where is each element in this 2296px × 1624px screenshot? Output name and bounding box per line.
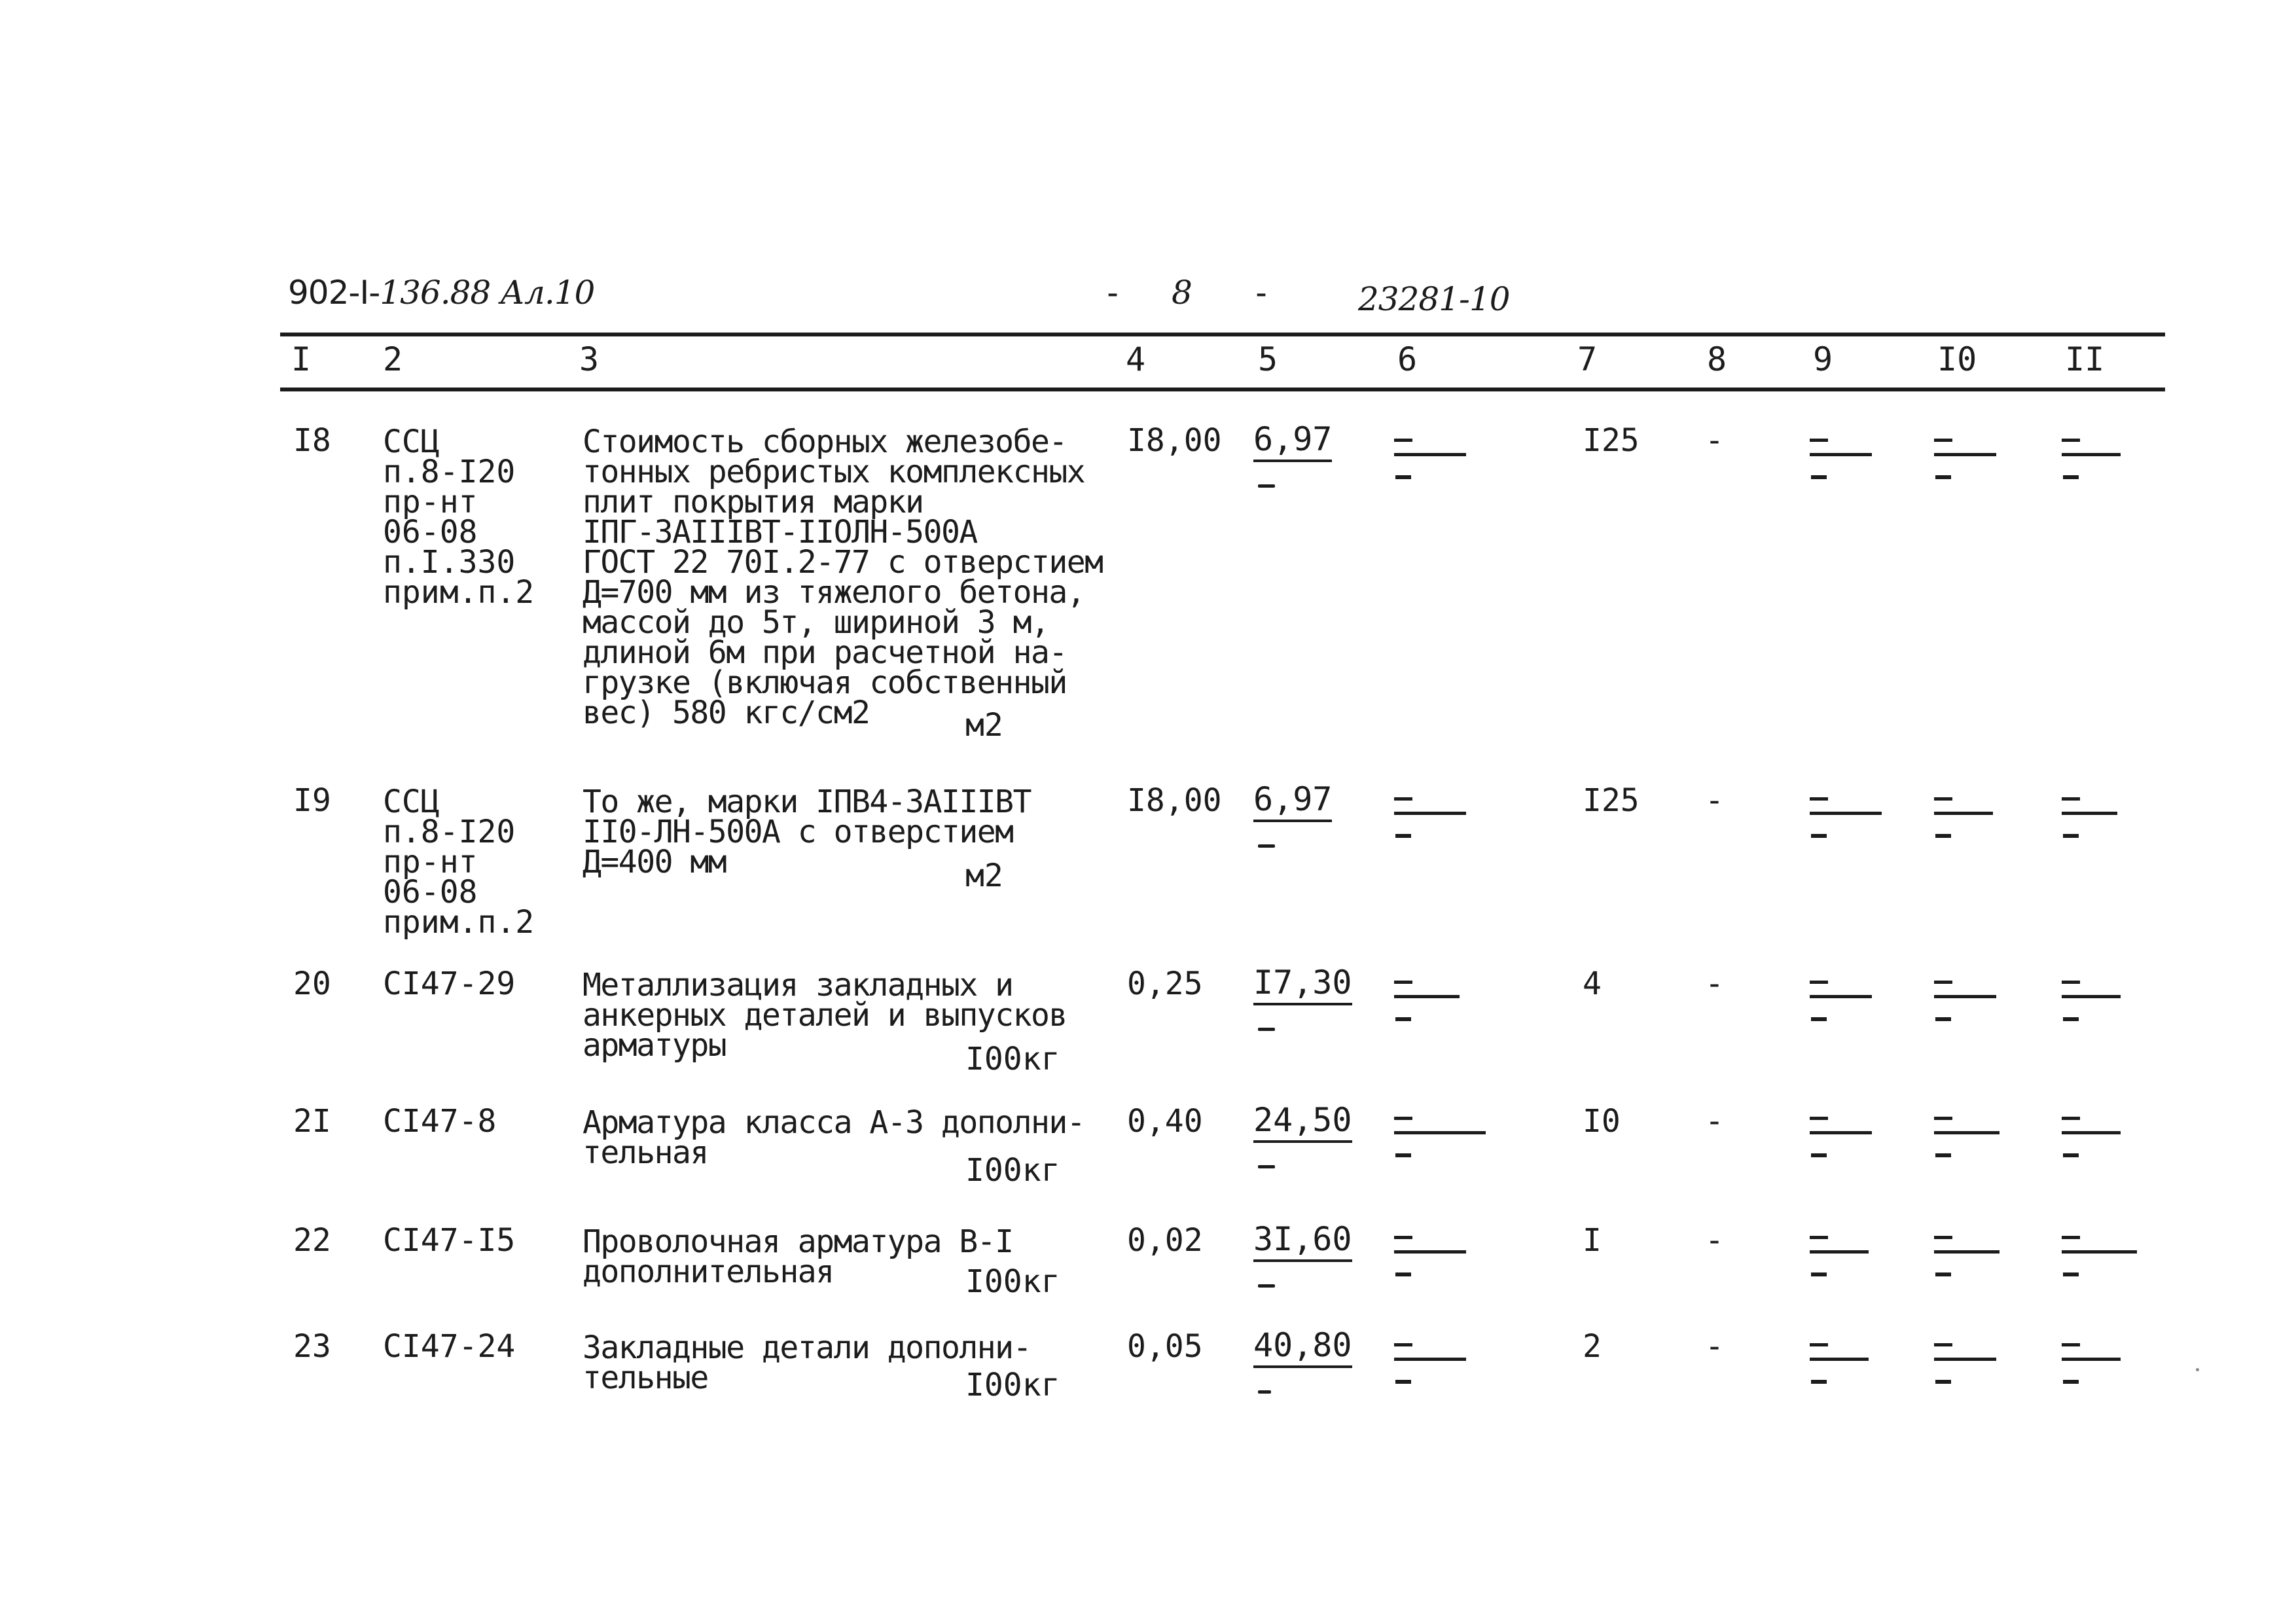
row-col8: - xyxy=(1705,422,1724,459)
row-quantity: 0,05 xyxy=(1127,1328,1203,1365)
row-col7: I25 xyxy=(1583,422,1640,459)
document-code xyxy=(288,274,594,312)
page-number-dash-right: - xyxy=(1251,274,1271,312)
empty-value-mark xyxy=(1810,797,1882,850)
row-col8: - xyxy=(1705,782,1724,819)
column-header-10: I0 xyxy=(1937,340,1977,378)
row-unit: м2 xyxy=(965,857,1003,894)
row-unit-price-value: I7,30 xyxy=(1253,964,1352,1005)
empty-value-mark xyxy=(1810,1236,1882,1288)
row-reference: ССЦ п.8-I20 пр-нт 06-08 прим.п.2 xyxy=(383,784,535,941)
row-reference: CI47-24 xyxy=(383,1328,516,1365)
row-col8: - xyxy=(1705,965,1724,1002)
row-description: Стоимость сборных железобе- тонных ребристых комплексных плит покрытия марки IПГ-3АIIIВТ-IIОЛН-500А ГОСТ 22 70I.2-77 с отверстием Д=700 мм из тяжелого бетона, массой до 5т, шириной 3 м, длиной 6м при расчетной на- грузке (включая собственный вес) 580 кгс/см2 xyxy=(583,424,1103,731)
page-number-dash-left: - xyxy=(1103,274,1122,312)
row-col7: I0 xyxy=(1583,1103,1621,1140)
column-header-11: II xyxy=(2065,340,2105,378)
row-unit-price-value: 40,80 xyxy=(1253,1326,1352,1368)
row-quantity: 0,40 xyxy=(1127,1103,1203,1140)
row-col7: I xyxy=(1583,1222,1602,1259)
empty-value-mark xyxy=(2062,1117,2134,1169)
row-col7: 2 xyxy=(1583,1328,1602,1365)
row-unit-price xyxy=(1253,1101,1352,1143)
empty-value-mark xyxy=(1394,797,1466,850)
empty-value-mark xyxy=(1810,1343,1882,1396)
row-description: Закладные детали дополни- тельные xyxy=(583,1329,1031,1396)
row-number: 20 xyxy=(293,965,331,1002)
row-quantity: 0,25 xyxy=(1127,965,1203,1002)
row-unit-price xyxy=(1253,964,1352,1005)
column-header-3: 3 xyxy=(579,340,600,378)
row-unit: м2 xyxy=(965,707,1003,744)
empty-value-mark xyxy=(2062,439,2134,491)
empty-value-mark xyxy=(1394,439,1466,491)
document-number: 23281-10 xyxy=(1358,280,1510,318)
row-unit: I00кг xyxy=(965,1367,1060,1403)
column-header-8: 8 xyxy=(1707,340,1727,378)
empty-value-mark xyxy=(1394,981,1466,1033)
empty-value-mark xyxy=(2062,1236,2134,1288)
row-description: Проволочная арматура В-I дополнительная xyxy=(583,1223,1013,1290)
row-unit-price xyxy=(1253,1220,1352,1262)
row-col7: I25 xyxy=(1583,782,1640,819)
row-unit-price xyxy=(1253,420,1332,462)
empty-value-mark xyxy=(1934,1117,2006,1169)
row-col8: - xyxy=(1705,1222,1724,1259)
row-number: I9 xyxy=(293,782,331,819)
row-unit-price-value: 3I,60 xyxy=(1253,1220,1352,1262)
row-reference: CI47-I5 xyxy=(383,1222,516,1259)
row-number: I8 xyxy=(293,422,331,459)
row-col8: - xyxy=(1705,1328,1724,1365)
dash-mark xyxy=(1258,1165,1275,1168)
empty-value-mark xyxy=(1810,1117,1882,1169)
table-header-rule xyxy=(280,388,2165,391)
empty-value-mark xyxy=(2062,797,2134,850)
column-header-1: I xyxy=(291,340,312,378)
row-number: 22 xyxy=(293,1222,331,1259)
dash-mark xyxy=(1258,484,1275,488)
empty-value-mark xyxy=(1394,1117,1466,1169)
row-reference: CI47-29 xyxy=(383,965,516,1002)
row-quantity: I8,00 xyxy=(1127,782,1222,819)
row-quantity: I8,00 xyxy=(1127,422,1222,459)
row-unit-price xyxy=(1253,780,1332,822)
row-unit: I00кг xyxy=(965,1041,1060,1077)
column-header-5: 5 xyxy=(1258,340,1278,378)
row-description: То же, марки IПВ4-3АIIIВТ II0-ЛН-500А с отверстием Д=400 мм xyxy=(583,784,1031,880)
row-description: Металлизация закладных и анкерных деталей и выпусков арматуры xyxy=(583,967,1067,1064)
scan-speck xyxy=(2196,1368,2199,1371)
row-unit-price-value: 6,97 xyxy=(1253,780,1332,822)
dash-mark xyxy=(1258,1284,1275,1288)
row-unit-price-value: 24,50 xyxy=(1253,1101,1352,1143)
row-reference: ССЦ п.8-I20 пр-нт 06-08 п.I.330 прим.п.2 xyxy=(383,424,535,611)
empty-value-mark xyxy=(1394,1343,1466,1396)
empty-value-mark xyxy=(1394,1236,1466,1288)
page-number: 8 xyxy=(1172,274,1192,312)
empty-value-mark xyxy=(1934,981,2006,1033)
row-quantity: 0,02 xyxy=(1127,1222,1203,1259)
empty-value-mark xyxy=(2062,981,2134,1033)
empty-value-mark xyxy=(1810,981,1882,1033)
dash-mark xyxy=(1258,1390,1271,1394)
empty-value-mark xyxy=(1934,1343,2006,1396)
dash-mark xyxy=(1258,844,1275,848)
row-unit-price xyxy=(1253,1326,1352,1368)
empty-value-mark xyxy=(1810,439,1882,491)
column-header-6: 6 xyxy=(1397,340,1418,378)
row-description: Арматура класса А-3 дополни- тельная xyxy=(583,1104,1085,1171)
column-header-2: 2 xyxy=(383,340,403,378)
document-code-printed: 902-I- xyxy=(288,274,380,312)
document-code-handwritten: 136.88 Ал.10 xyxy=(380,274,595,312)
empty-value-mark xyxy=(2062,1343,2134,1396)
row-unit: I00кг xyxy=(965,1263,1060,1300)
row-col8: - xyxy=(1705,1103,1724,1140)
row-col7: 4 xyxy=(1583,965,1602,1002)
row-unit-price-value: 6,97 xyxy=(1253,420,1332,462)
table-top-rule xyxy=(280,333,2165,336)
row-reference: CI47-8 xyxy=(383,1103,497,1140)
dash-mark xyxy=(1258,1028,1275,1031)
empty-value-mark xyxy=(1934,439,2006,491)
row-number: 2I xyxy=(293,1103,331,1140)
column-header-9: 9 xyxy=(1813,340,1833,378)
column-header-4: 4 xyxy=(1126,340,1146,378)
row-number: 23 xyxy=(293,1328,331,1365)
row-unit: I00кг xyxy=(965,1152,1060,1189)
column-header-7: 7 xyxy=(1577,340,1598,378)
empty-value-mark xyxy=(1934,1236,2006,1288)
empty-value-mark xyxy=(1934,797,2006,850)
